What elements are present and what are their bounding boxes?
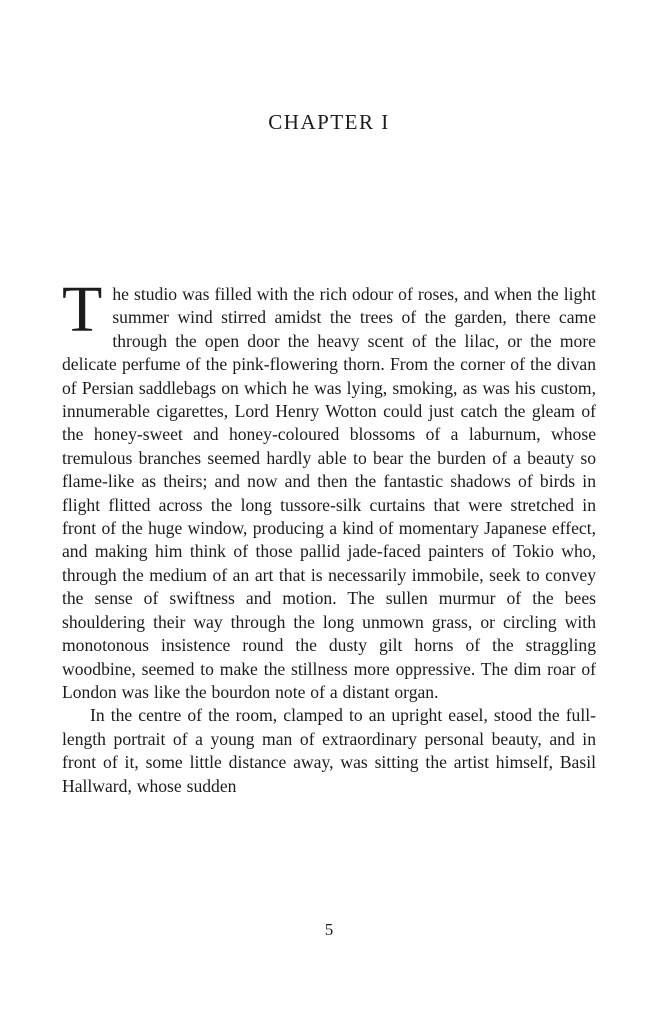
page-number: 5 <box>324 920 334 939</box>
paragraph-2: In the centre of the room, clamped to an upright easel, stood the full-length portrait of a young man of extraordinary personal beauty, and in front of it, some little distance away, was sitting the artist himself, Basil Hallward, whose sudden <box>62 705 596 796</box>
text-block <box>62 273 596 798</box>
paragraph-1-text: he studio was filled with the rich odour of roses, and when the light summer wind stirred amidst the trees of the garden, there came through the open door the heavy scent of the lilac, or the more delicate perfume of the pink-flowering thorn. From the corner of the divan of Persian saddlebags on which he was lying, smoking, as was his custom, innumerable cigarettes, Lord Henry Wotton could just catch the gleam of the honey-sweet and honey-coloured blossoms of a laburnum, whose tremulous branches seemed hardly able to bear the burden of a beauty so flame-like as theirs; and now and then the fantastic shadows of birds in flight flitted across the long tussore-silk curtains that were stretched in front of the huge window, producing a kind of momentary Japanese effect, and making him think of those pallid jade-faced painters of Tokio who, through the medium of an art that is necessarily immobile, seek to convey the sense of swiftness and motion. The sullen murmur of the bees shouldering their way through the long unmown grass, or circling with monotonous insistence round the dusty gilt horns of the straggling woodbine, seemed to make the stillness more oppressive. The dim roar of London was like the bourdon note of a distant organ. <box>62 284 596 702</box>
drop-cap: T <box>62 273 103 346</box>
paragraph-1 <box>62 273 596 704</box>
chapter-heading: CHAPTER I <box>268 110 390 134</box>
